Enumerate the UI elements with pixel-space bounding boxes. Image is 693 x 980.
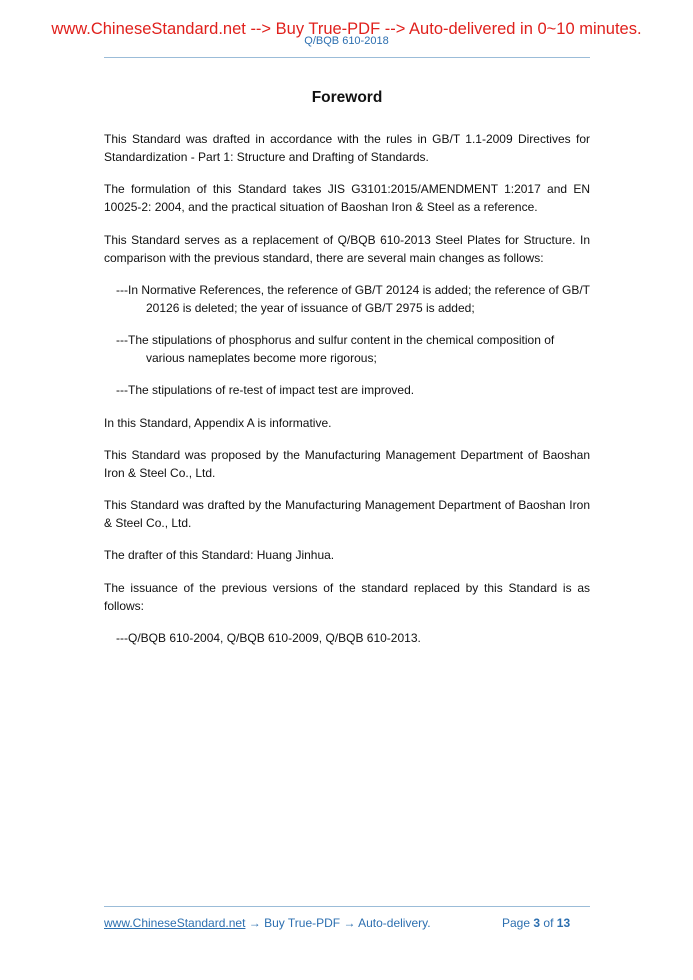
footer-link[interactable] (104, 915, 431, 931)
header-divider (104, 57, 590, 58)
paragraph-reference: The formulation of this Standard takes JIS G3101:2015/AMENDMENT 1:2017 and EN 10025-2: 2004, and the practical situation of Baoshan Iron & Steel as a reference. (104, 182, 590, 214)
footer-link-suffix: → Buy True-PDF → Auto-delivery. (245, 916, 431, 930)
paragraph-drafted-by: This Standard was drafted by the Manufacturing Management Department of Baoshan Iron & Steel Co., Ltd. (104, 498, 590, 530)
page-indicator (502, 915, 570, 931)
footer-site-link[interactable]: www.ChineseStandard.net (104, 916, 246, 930)
paragraph-replacement: This Standard serves as a replacement of Q/BQB 610-2013 Steel Plates for Structure. In comparison with the previous standard, there are several main changes as follows: (104, 233, 590, 265)
page-label: Page (502, 916, 531, 930)
paragraph-drafting-rules: This Standard was drafted in accordance with the rules in GB/T 1.1-2009 Directives for Standardization - Part 1: Structure and Drafting of Standards. (104, 132, 590, 164)
paragraph-drafter: The drafter of this Standard: Huang Jinhua. (104, 548, 335, 562)
paragraph-previous-versions: The issuance of the previous versions of the standard replaced by this Standard is as follows: (104, 581, 590, 613)
page-title: Foreword (311, 89, 383, 106)
document-code: Q/BQB 610-2018 (304, 35, 389, 47)
paragraph-appendix: In this Standard, Appendix A is informative. (104, 416, 332, 430)
page-of-label: of (543, 916, 554, 930)
promo-banner[interactable]: www.ChineseStandard.net --> Buy True-PDF --> Auto-delivered in 0~10 minutes. (51, 20, 642, 38)
previous-versions-list: ---Q/BQB 610-2004, Q/BQB 610-2009, Q/BQB 610-2013. (116, 631, 421, 645)
footer-divider (104, 906, 590, 907)
change-item: ---The stipulations of phosphorus and sulfur content in the chemical composition of various nameplates become more rigorous; (116, 333, 555, 365)
page-current: 3 (533, 916, 541, 930)
change-item: ---The stipulations of re-test of impact test are improved. (116, 383, 415, 397)
paragraph-proposed-by: This Standard was proposed by the Manufacturing Management Department of Baoshan Iron & Steel Co., Ltd. (104, 448, 590, 480)
page-total: 13 (556, 916, 571, 930)
change-item: ---In Normative References, the reference of GB/T 20124 is added; the reference of GB/T 20126 is deleted; the year of issuance of GB/T 2975 is added; (116, 283, 590, 315)
